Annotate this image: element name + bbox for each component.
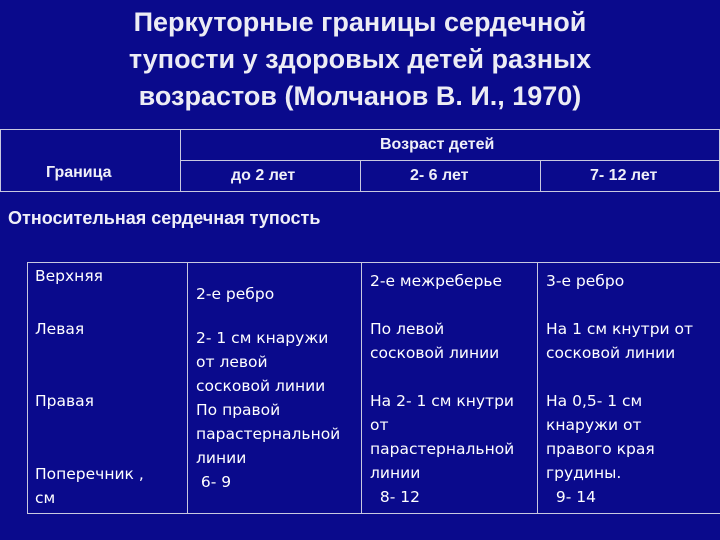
header-col-2: 2- 6 лет [410, 167, 469, 184]
header-col-1: до 2 лет [231, 167, 296, 184]
row-label-left: Левая [35, 320, 85, 338]
col2-top-value: 2-е межреберье [370, 272, 503, 290]
col1-values [196, 326, 340, 494]
body-left-rule [27, 262, 28, 514]
body-vrule-2 [361, 262, 362, 514]
col2-line: от [370, 416, 389, 434]
header-top-rule [0, 129, 720, 130]
page-title [0, 4, 720, 115]
body-vrule-1 [187, 262, 188, 514]
col3-values [546, 317, 693, 509]
col1-line: от левой [196, 353, 268, 371]
col1-line: линии [196, 449, 247, 467]
row-label-transverse-line-1: Поперечник , [35, 465, 144, 483]
col2-line [370, 365, 514, 389]
col1-line: 2- 1 см кнаружи [196, 329, 329, 347]
header-border: Граница [46, 164, 112, 181]
row-label-transverse [35, 462, 144, 510]
col3-line: 9- 14 [546, 488, 596, 506]
col2-line: парастернальной [370, 440, 515, 458]
col1-line: 6- 9 [196, 473, 232, 491]
col1-line: По правой [196, 401, 281, 419]
header-vrule-2 [360, 160, 361, 191]
header-left-rule [0, 129, 1, 191]
col3-line: На 0,5- 1 см [546, 392, 643, 410]
header-vrule-1 [180, 129, 181, 191]
header-mid-rule [180, 160, 720, 161]
col3-line: правого края [546, 440, 655, 458]
col3-line: сосковой линии [546, 344, 676, 362]
col3-line: кнаружи от [546, 416, 642, 434]
col3-line: грудины. [546, 464, 622, 482]
header-bottom-rule [0, 191, 720, 192]
col2-line: На 2- 1 см кнутри [370, 392, 515, 410]
header-col-3: 7- 12 лет [590, 167, 658, 184]
col2-line: 8- 12 [370, 488, 420, 506]
col2-values [370, 317, 514, 509]
col3-line: На 1 см кнутри от [546, 320, 694, 338]
title-line-1: Перкуторные границы сердечной [133, 7, 587, 37]
row-label-right: Правая [35, 392, 94, 410]
col2-line: По левой [370, 320, 445, 338]
col1-top-value: 2-е ребро [196, 285, 275, 303]
row-label-top: Верхняя [35, 267, 103, 285]
col1-line: парастернальной [196, 425, 341, 443]
row-label-transverse-line-2: см [35, 489, 56, 507]
col1-line: сосковой линии [196, 377, 326, 395]
body-bottom-rule [27, 513, 720, 514]
header-age-group: Возраст детей [380, 136, 495, 153]
title-line-3: возрастов (Молчанов В. И., 1970) [138, 81, 582, 111]
title-line-2: тупости у здоровых детей разных [128, 44, 592, 74]
body-vrule-3 [537, 262, 538, 514]
col2-line: линии [370, 464, 421, 482]
col3-top-value: 3-е ребро [546, 272, 625, 290]
header-vrule-3 [540, 160, 541, 191]
section-title: Относительная сердечная тупость [8, 208, 321, 228]
col2-line: сосковой линии [370, 344, 500, 362]
body-top-rule [27, 262, 720, 263]
col3-line [546, 365, 693, 389]
